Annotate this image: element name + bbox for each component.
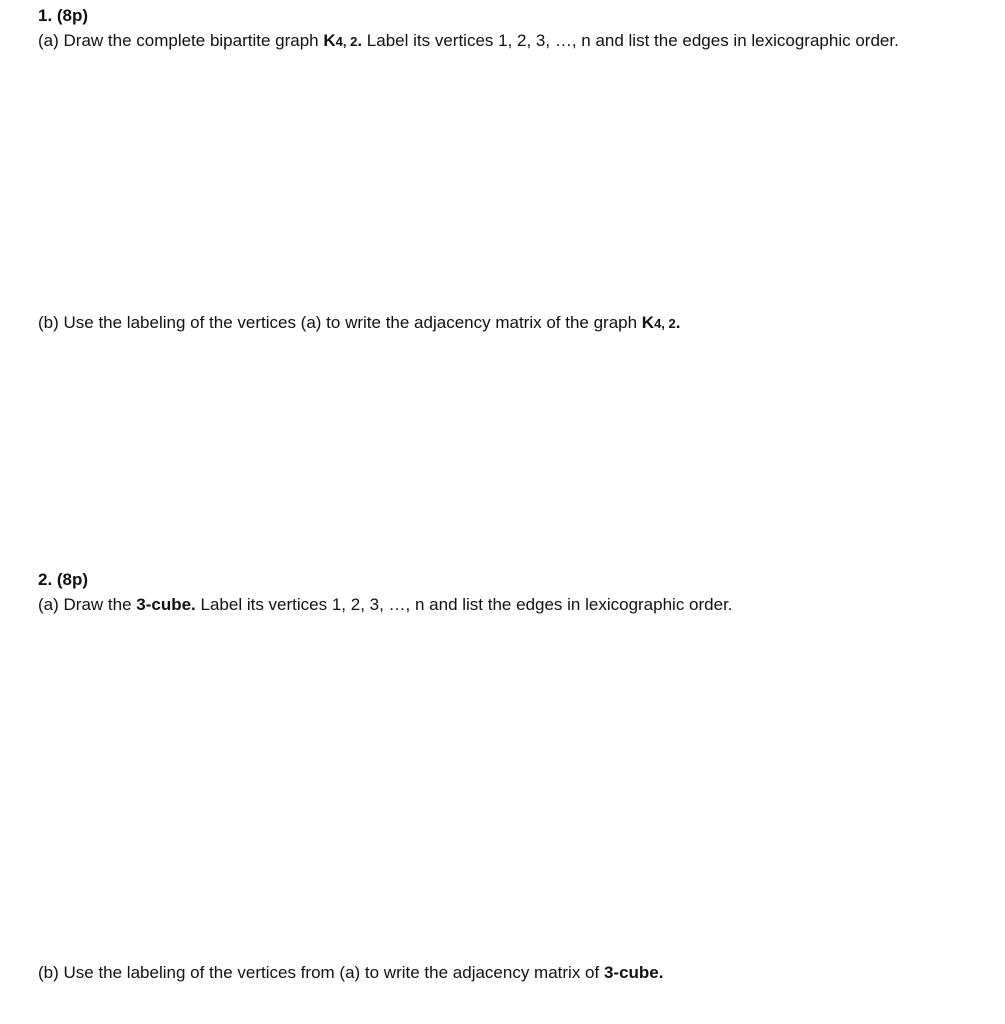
question-2a-suffix: Label its vertices 1, 2, 3, …, n and list the edges in lexicographic order. xyxy=(195,595,733,614)
question-1b-prefix: (b) Use the labeling of the vertices (a) to write the adjacency matrix of the graph xyxy=(38,313,642,332)
question-2b-text xyxy=(38,962,664,984)
question-1a-prefix: (a) Draw the complete bipartite graph xyxy=(38,31,324,50)
question-2b-prefix: (b) Use the labeling of the vertices from (a) to write the adjacency matrix of xyxy=(38,963,604,982)
cube-term: 3-cube. xyxy=(136,595,196,614)
question-1a-suffix: Label its vertices 1, 2, 3, …, n and list the edges in lexicographic order. xyxy=(362,31,899,50)
graph-k-period: . xyxy=(675,313,681,332)
cube-term: 3-cube. xyxy=(603,963,664,982)
question-1a-text xyxy=(38,30,899,53)
graph-k-label: K xyxy=(641,313,655,332)
graph-k-label: K xyxy=(323,31,336,50)
graph-k-subscript: 4, 2 xyxy=(335,34,358,49)
question-2a-text xyxy=(38,594,733,616)
question-2a-prefix: (a) Draw the xyxy=(38,595,137,614)
question-1b-text xyxy=(38,312,681,335)
graph-k-subscript: 4, 2 xyxy=(654,316,676,331)
question-1-title: 1. (8p) xyxy=(38,6,89,25)
question-2-title: 2. (8p) xyxy=(38,570,89,589)
graph-k-period: . xyxy=(357,31,363,50)
